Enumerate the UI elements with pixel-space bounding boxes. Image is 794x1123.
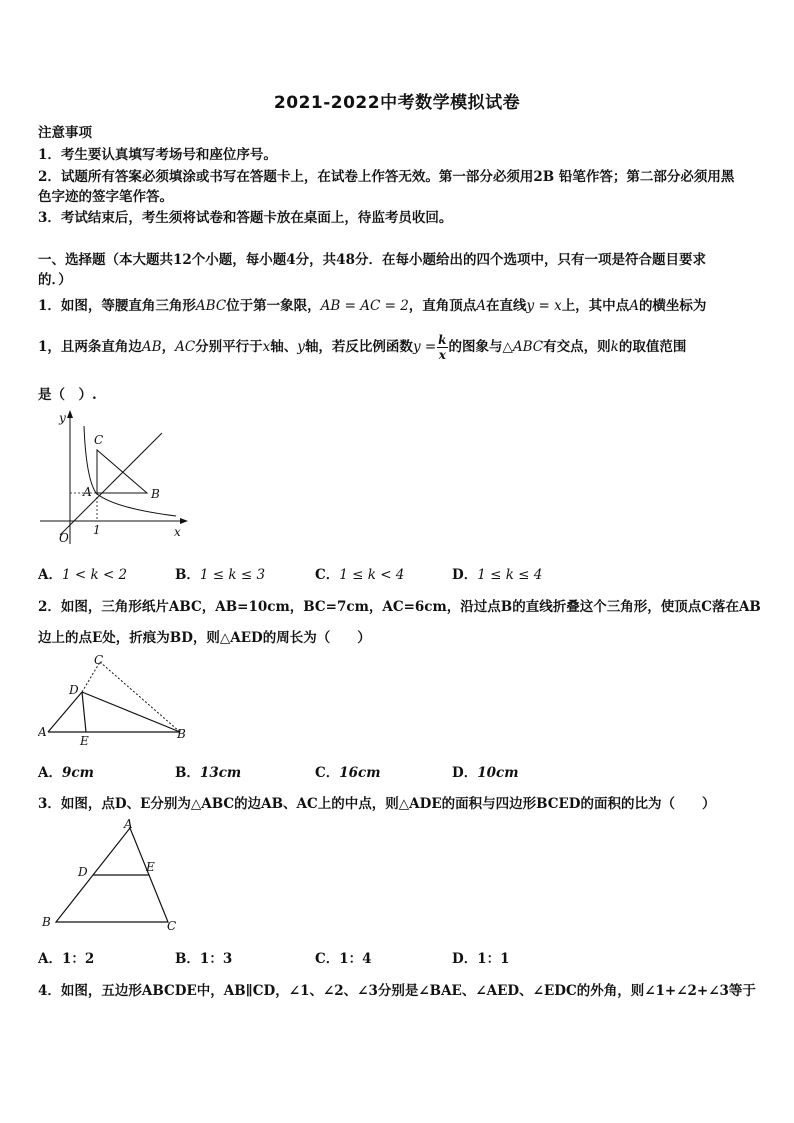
x-axis-arrow — [180, 518, 188, 524]
q2-option-c[interactable]: C．16cm — [315, 765, 381, 781]
label-point-c: C — [94, 653, 104, 667]
triangle-abc — [97, 450, 147, 493]
label-point-a: A — [38, 725, 47, 739]
q3-option-b[interactable]: B．1：3 — [175, 951, 233, 967]
label-x-axis: x — [174, 525, 181, 539]
q2-text-line2: 边上的点E处，折痕为BD，则△AED的周长为（ ） — [38, 630, 371, 646]
q1-text-line1: 1．如图，等腰直角三角形ABC位于第一象限，AB = AC = 2，直角顶点A在直线y = x上，其中点A的横坐标为 — [38, 298, 707, 314]
label-origin: O — [59, 531, 69, 545]
label-point-b: B — [151, 487, 160, 501]
q2-option-a[interactable]: A．9cm — [38, 765, 94, 781]
notice-item-1: 1．考生要认真填写考场号和座位序号。 — [38, 147, 277, 163]
q1-option-d[interactable]: D．1 ≤ k ≤ 4 — [452, 567, 543, 583]
section-heading-cont: 的．） — [38, 272, 72, 288]
q3-option-a[interactable]: A．1：2 — [38, 951, 95, 967]
label-y-axis: y — [59, 411, 66, 425]
label-point-e: E — [146, 860, 155, 874]
q1-figure-svg — [38, 408, 188, 550]
q2-figure — [38, 652, 193, 748]
q3-text-line1: 3．如图，点D、E分别为△ABC的边AB、AC上的中点，则△ADE的面积与四边形BCED的面积的比为（ ） — [38, 796, 716, 812]
notice-item-2-cont: 色字迹的签字笔作答。 — [38, 189, 173, 205]
q3-option-c[interactable]: C．1：4 — [315, 951, 372, 967]
label-point-d: D — [78, 865, 88, 879]
label-point-b: B — [177, 727, 186, 741]
q3-figure — [38, 816, 188, 936]
label-point-d: D — [69, 683, 79, 697]
line-y-equals-x — [60, 433, 162, 535]
notice-heading: 注意事项 — [38, 125, 92, 141]
q2-figure-svg — [38, 652, 193, 748]
label-point-b: B — [42, 915, 51, 929]
q1-figure — [38, 408, 188, 550]
label-point-c: C — [167, 919, 177, 933]
page-title: 2021-2022中考数学模拟试卷 — [273, 93, 521, 113]
q1-text-line3: 是（ ）. — [38, 387, 97, 403]
section-heading: 一、选择题（本大题共12个小题，每小题4分，共48分．在每小题给出的四个选项中，只有一项是符合题目要求 — [38, 252, 706, 268]
q2-option-d[interactable]: D．10cm — [452, 765, 519, 781]
label-point-c: C — [94, 433, 104, 447]
label-point-a: A — [83, 485, 92, 499]
notice-item-3: 3．考试结束后，考生须将试卷和答题卡放在桌面上，待监考员收回。 — [38, 210, 453, 226]
label-tick-1: 1 — [93, 523, 101, 537]
q2-text-line1: 2．如图，三角形纸片ABC，AB=10cm，BC=7cm，AC=6cm，沿过点B的直线折叠这个三角形，使顶点C落在AB — [38, 599, 761, 615]
q1-option-a[interactable]: A．1 < k < 2 — [38, 567, 128, 583]
segment-de — [82, 692, 86, 732]
notice-item-2: 2．试题所有答案必须填涂或书写在答题卡上，在试卷上作答无效。第一部分必须用2B 铅笔作答；第二部分必须用黑 — [38, 169, 735, 185]
y-axis-arrow — [67, 410, 73, 418]
q4-text-line1: 4．如图，五边形ABCDE中，AB∥CD，∠1、∠2、∠3分别是∠BAE、∠AED、∠EDC的外角，则∠1+∠2+∠3等于 — [38, 983, 756, 999]
label-point-e: E — [80, 734, 89, 748]
q2-option-b[interactable]: B．13cm — [175, 765, 242, 781]
segment-ad — [48, 692, 82, 732]
segment-db-crease — [82, 692, 180, 732]
q1-text-line2: 1，且两条直角边AB，AC分别平行于x轴、y轴，若反比例函数y = $\frac{k}{x}$ 的图象与△ABC有交点，则k的取值范围 — [38, 333, 687, 362]
q3-option-d[interactable]: D．1：1 — [452, 951, 510, 967]
segment-cb-dashed — [100, 662, 180, 732]
fraction-k-over-x: $\frac{k}{x}$ — [438, 333, 447, 362]
q1-option-c[interactable]: C．1 ≤ k < 4 — [315, 567, 405, 583]
label-point-a: A — [124, 817, 133, 831]
q1-option-b[interactable]: B．1 ≤ k ≤ 3 — [175, 567, 266, 583]
q3-figure-svg — [38, 816, 188, 936]
